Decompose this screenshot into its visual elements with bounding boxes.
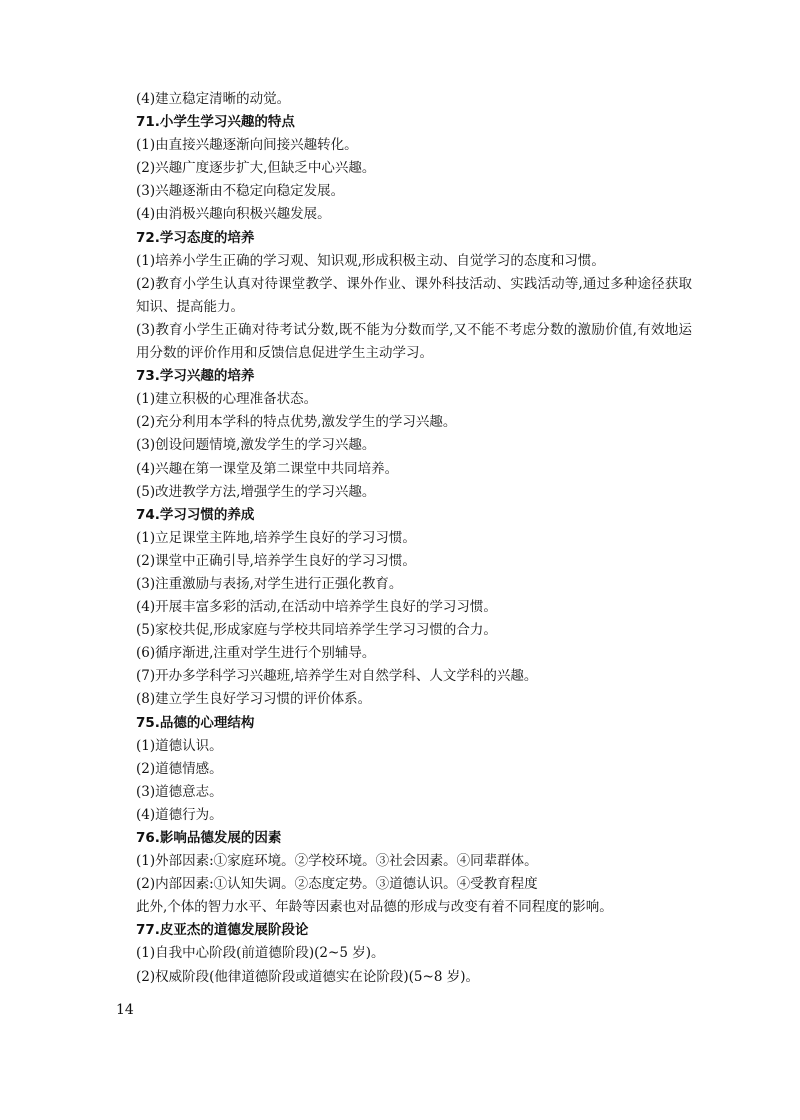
list-item: (3)道德意志。 <box>136 783 223 800</box>
list-item: (1)建立积极的心理准备状态。 <box>136 391 318 408</box>
section-heading: 71.小学生学习兴趣的特点 <box>136 114 295 131</box>
list-item: (3)兴趣逐渐由不稳定向稳定发展。 <box>136 183 345 200</box>
list-item: (3)创设问题情境,激发学生的学习兴趣。 <box>136 437 376 454</box>
section-heading: 76.影响品德发展的因素 <box>136 830 282 846</box>
list-item: (2)权威阶段(他律道德阶段或道德实在论阶段)(5~8 岁)。 <box>136 968 479 985</box>
page-number: 14 <box>116 1002 134 1018</box>
note-paragraph: 此外,个体的智力水平、年龄等因素也对品德的形成与改变有着不同程度的影响。 <box>136 899 613 916</box>
list-item: (5)家校共促,形成家庭与学校共同培养学生学习习惯的合力。 <box>136 622 497 639</box>
list-item: (1)道德认识。 <box>136 737 223 754</box>
list-item: (4)由消极兴趣向积极兴趣发展。 <box>136 206 331 223</box>
section-heading: 73.学习兴趣的培养 <box>136 368 255 385</box>
list-item: (1)立足课堂主阵地,培养学生良好的学习习惯。 <box>136 529 416 546</box>
list-item: (6)循序渐进,注重对学生进行个别辅导。 <box>136 645 376 662</box>
list-item: (2)内部因素:①认知失调。②态度定势。③道德认识。④受教育程度 <box>136 876 538 893</box>
list-item: (1)自我中心阶段(前道德阶段)(2~5 岁)。 <box>136 945 385 962</box>
section-heading: 75.品德的心理结构 <box>136 714 255 731</box>
section-heading: 72.学习态度的培养 <box>136 229 255 246</box>
list-item: (1)培养小学生正确的学习观、知识观,形成积极主动、自觉学习的态度和习惯。 <box>136 252 605 269</box>
list-item: (4)道德行为。 <box>136 806 223 823</box>
list-item: (3)注重激励与表扬,对学生进行正强化教育。 <box>136 575 403 592</box>
list-item: (2)充分利用本学科的特点优势,激发学生的学习兴趣。 <box>136 414 457 431</box>
list-item: (4)建立稳定清晰的动觉。 <box>136 91 291 107</box>
list-item: (4)开展丰富多彩的活动,在活动中培养学生良好的学习习惯。 <box>136 599 497 616</box>
page-body <box>116 88 692 989</box>
section-heading: 77.皮亚杰的道德发展阶段论 <box>136 922 309 939</box>
list-item: (1)外部因素:①家庭环境。②学校环境。③社会因素。④同辈群体。 <box>136 853 538 870</box>
list-item: (4)兴趣在第一课堂及第二课堂中共同培养。 <box>136 460 399 477</box>
list-item: (8)建立学生良好学习习惯的评价体系。 <box>136 691 372 708</box>
section-heading: 74.学习习惯的养成 <box>136 506 255 523</box>
list-item: (2)道德情感。 <box>136 760 223 777</box>
list-item: (7)开办多学科学习兴趣班,培养学生对自然学科、人文学科的兴趣。 <box>136 668 538 685</box>
list-item: (2)教育小学生认真对待课堂教学、课外作业、课外科技活动、实践活动等,通过多种途径获取知识、提高能力。 <box>136 275 692 315</box>
list-item: (3)教育小学生正确对待考试分数,既不能为分数而学,又不能不考虑分数的激励价值,有效地运用分数的评价作用和反馈信息促进学生主动学习。 <box>136 321 692 362</box>
list-item: (2)课堂中正确引导,培养学生良好的学习习惯。 <box>136 552 416 569</box>
list-item: (1)由直接兴趣逐渐向间接兴趣转化。 <box>136 137 358 154</box>
list-item: (5)改进教学方法,增强学生的学习兴趣。 <box>136 483 376 500</box>
list-item: (2)兴趣广度逐步扩大,但缺乏中心兴趣。 <box>136 160 376 177</box>
